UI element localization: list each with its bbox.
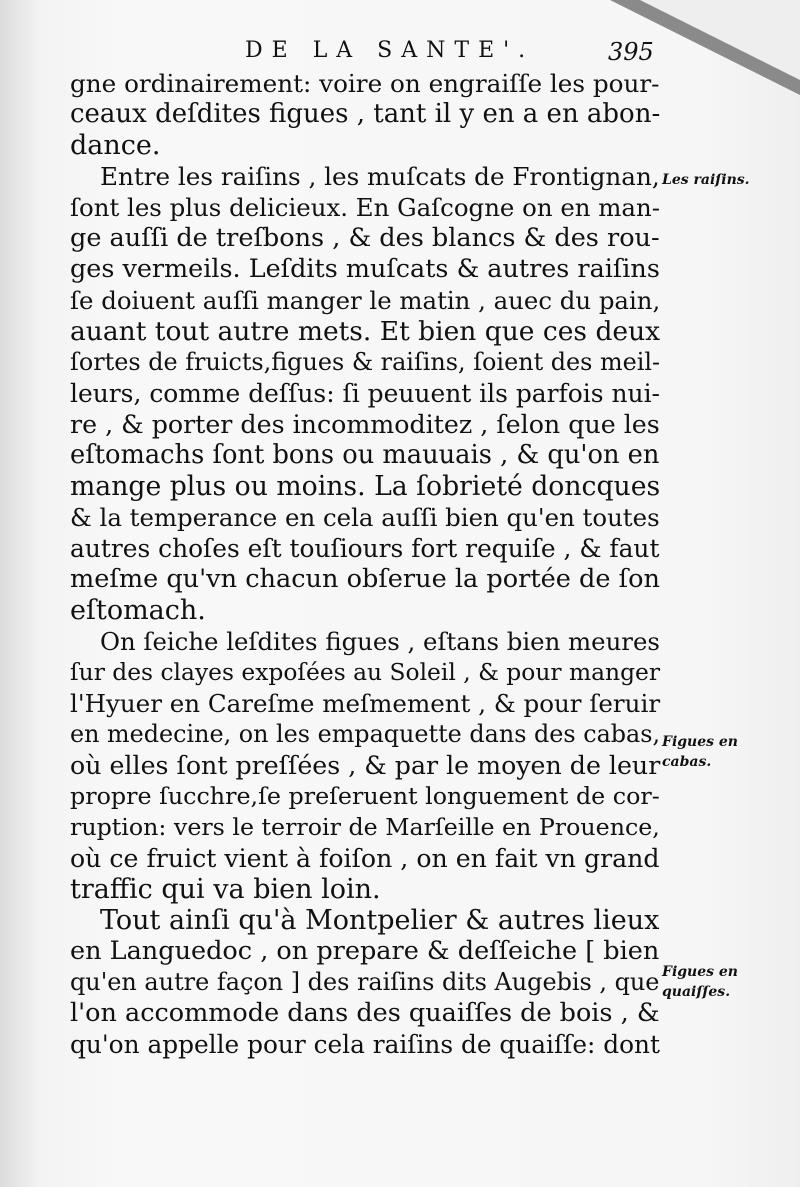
paragraph-start: Entre les raiſins , les muſcats de Frontignan, <box>100 162 660 191</box>
text-line: l'on accommode dans des quaiſſes de bois , & <box>70 998 660 1028</box>
text-line: dance. <box>70 130 161 161</box>
text-line: ſont les plus delicieux. En Gaſcogne on en man- <box>70 193 660 222</box>
margin-note-text: Figues en <box>662 964 738 980</box>
text-line: ge auſſi de treſbons , & des blancs & des rou- <box>70 223 660 253</box>
text-line: eſtomach. <box>70 595 206 626</box>
text-line: eſtomachs ſont bons ou mauuais , & qu'on en <box>70 440 660 470</box>
page-number: 395 <box>608 38 654 66</box>
text-line: auant tout autre mets. Et bien que ces deux <box>70 316 661 347</box>
running-head: DE LA SANTE'. <box>245 38 535 63</box>
text-line: & la temperance en cela auſſi bien qu'en toutes <box>70 503 660 532</box>
text-line: gne ordinairement: voire on engraiſſe les pour- <box>70 69 660 98</box>
margin-note-figues-quaisses <box>662 962 792 1002</box>
text-line: en medecine, on les empaquette dans des cabas, <box>70 720 661 748</box>
margin-note-text: cabas. <box>662 754 712 770</box>
body-text <box>70 68 660 1060</box>
text-line: propre ſucchre,ſe preſeruent longuement de cor- <box>70 782 660 810</box>
text-line: en Languedoc , on prepare & deſſeiche [ bien <box>70 936 660 966</box>
text-line: autres choſes eſt touſiours fort requiſe , & faut <box>70 534 660 563</box>
text-line: ſe doiuent auſſi manger le matin , auec du pain, <box>70 286 661 315</box>
text-line: ceaux deſdites figues , tant il y en a en abon- <box>70 99 661 129</box>
text-line: leurs, comme deſſus: ſi peuuent ils parfois nui- <box>70 379 660 408</box>
text-line: re , & porter des incommoditez , ſelon que les <box>70 410 660 439</box>
margin-note-raisins <box>662 170 792 190</box>
margin-note-figues-cabas <box>662 732 792 772</box>
text-line: où elles ſont preſſées , & par le moyen de leur <box>70 751 661 780</box>
paragraph-start: On ſeiche leſdites figues , eſtans bien meures <box>100 627 660 656</box>
text-line: ſortes de fruicts,figues & raiſins, ſoient des meil- <box>70 348 661 376</box>
margin-note-text: quaiſſes. <box>662 984 731 1000</box>
text-line: ſur des clayes expoſées au Soleil , & pour manger <box>70 658 661 686</box>
text-line: traffic qui va bien loin. <box>70 874 381 905</box>
text-line: ges vermeils. Leſdits muſcats & autres raiſins <box>70 254 660 284</box>
text-line: où ce fruict vient à foiſon , on en fait vn grand <box>70 844 660 873</box>
paragraph-start: Tout ainſi qu'à Montpelier & autres lieux <box>100 905 660 936</box>
text-line: l'Hyuer en Careſme meſmement , & pour ſeruir <box>70 689 661 718</box>
margin-note-text: Les raiſins. <box>662 172 750 188</box>
text-line: qu'on appelle pour cela raiſins de quaiſſe: dont <box>70 1030 660 1059</box>
text-line: ruption: vers le terroir de Marſeille en Prouence, <box>70 813 660 841</box>
margin-note-text: Figues en <box>662 734 738 750</box>
text-line: meſme qu'vn chacun obſerue la portée de ſon <box>70 564 660 594</box>
text-line: qu'en autre façon ] des raiſins dits Augebis , que <box>70 968 660 996</box>
text-line: mange plus ou moins. La ſobrieté doncques <box>70 471 661 502</box>
